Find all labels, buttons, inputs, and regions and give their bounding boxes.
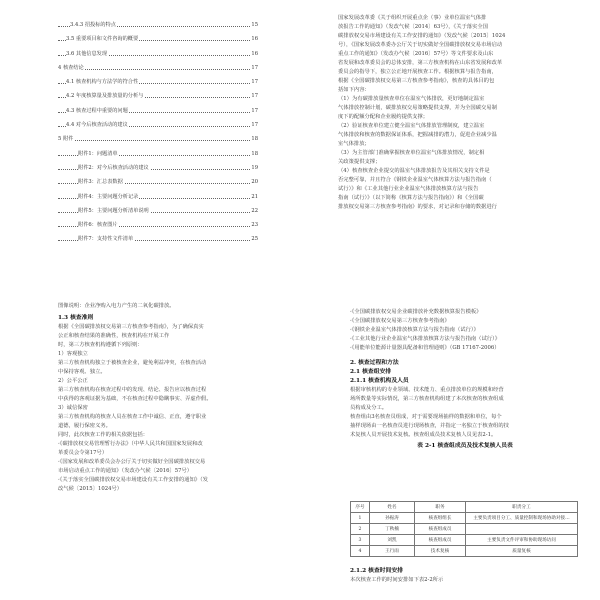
toc-entry[interactable]: [58, 104, 258, 118]
toc-entry-page: 22: [250, 204, 258, 218]
text-line: 术复核人员开展技术复核。核查组成员技术复核人员见表2-1。: [350, 432, 497, 438]
toc-entry-label: 4 核查结论: [58, 64, 84, 71]
toc-entry-page: 17: [250, 118, 258, 132]
toc-entry[interactable]: [58, 147, 258, 161]
toc-entry[interactable]: [58, 132, 258, 146]
toc-entry[interactable]: [58, 118, 258, 132]
toc-entry-label: 3.5 重要项目和文件咨询的概要: [66, 36, 139, 43]
toc-entry-page: 18: [250, 132, 258, 146]
table-cell: 核查组成员: [415, 524, 466, 535]
text-line: 道德，履行保密义务。: [58, 423, 111, 429]
table-cell: [466, 524, 578, 535]
toc-entry[interactable]: [58, 218, 258, 232]
toc-entry[interactable]: [58, 190, 258, 204]
table-cell: 王行雨: [370, 546, 415, 557]
text-line: 改气候〔2015〕1024号）: [58, 486, 123, 492]
header-name: 姓名: [370, 502, 415, 513]
table-title: 表 2-1 核查组成员及技术复核人员表: [417, 443, 513, 449]
toc-entry-page: 16: [250, 47, 258, 61]
image-caption: 图像说明：企业净购入电力产生的二氧化碳排放。: [58, 303, 175, 309]
text-line: 关政策提供支撑；: [338, 159, 381, 165]
toc-entry-label: 5 附件: [58, 136, 74, 143]
text-line: 2）公平公正: [58, 378, 88, 384]
text-line: 放报告工作的通知》（发改气候〔2014〕63号），《关于落实全国: [338, 24, 488, 30]
toc-entry-page: 21: [250, 190, 258, 204]
table-cell: 主要负责文件评审和协助现场访问: [466, 535, 578, 546]
text-line: （3）为主管部门准确掌握核查单位温室气体排放情况，制定相: [338, 150, 485, 156]
process-page: [300, 300, 600, 600]
intro-page: [300, 0, 600, 300]
section-heading-2-1-2: 2.1.2 核查时间安排: [350, 568, 403, 574]
text-line: 根据《全国碳排放权交易第三方核查参考指南》，为了确保真实: [58, 324, 204, 330]
team-table: [350, 501, 578, 557]
text-line: 气体排放和核查的数据保证体系，把握减排的潜力，促进企业减少温: [338, 132, 497, 138]
toc-entry[interactable]: [58, 32, 258, 46]
text-line: 抽样现场由一名核查员进行现场核查，并指定一名独立于核查组的技: [350, 423, 509, 429]
table-cell: 核查组组长: [415, 513, 466, 524]
reference-item: ·《全国碳排放权交易第三方核查参考指南》: [350, 318, 450, 324]
text-line: 核查组由3名核查员组成，对于需要现场抽样的数据和单位，每个: [350, 414, 502, 420]
text-line: 场所数量等实际情况，第三方核查机构组建了本次核查的核查组成: [350, 396, 504, 402]
text-line: 省发展和改革委员会的总体安排，第三方核查机构在山东省发展和改革: [338, 60, 503, 66]
section-heading-2: 2. 核查过程和方法: [350, 360, 399, 366]
section-heading-2-1-1: 2.1.1 核查机构及人员: [350, 378, 409, 384]
toc-entry-page: 17: [250, 75, 258, 89]
section-heading-2-1: 2.1 核查组安排: [350, 369, 392, 375]
table-of-contents: [58, 18, 258, 247]
reference-item: ·《钢铁企业温室气体排放核算方法与报告指南（试行）》: [350, 327, 479, 333]
text-line: 革委员会令第17号）: [58, 450, 108, 456]
toc-entry-page: 16: [250, 32, 258, 46]
header-no: 序号: [351, 502, 370, 513]
toc-entry-label: 附件7：支持性文件清单: [78, 236, 134, 243]
text-line: ·《碳排放权交易管理暂行办法》（中华人民共和国国家发展和改: [58, 441, 203, 447]
toc-entry-page: 23: [250, 218, 258, 232]
toc-leader-dots: [58, 69, 250, 70]
reference-item: ·《全国碳排放权交易企业碳排放补充数据核算报告模板》: [350, 309, 482, 315]
toc-entry-label: 4.1 核查机构与方法学的符合性: [66, 79, 139, 86]
toc-entry-label: 附件2：对今后核查活动的建议: [78, 164, 149, 171]
toc-leader-dots: [58, 140, 250, 141]
toc-entry-page: 20: [250, 175, 258, 189]
text-line: 第三方核查机构独立于被核查企业，避免利益冲突，在核查活动: [58, 360, 207, 366]
table-row: [351, 513, 578, 524]
text-line: 根据《全国碳排放权交易第三方核查参考指南》，核查的具体目的包: [338, 78, 495, 84]
table-cell: 主要负责项目分工、质量控制和现场协助对接…: [466, 513, 578, 524]
toc-entry-page: 15: [250, 18, 258, 32]
table-cell: 3: [351, 535, 370, 546]
table-cell: 4: [351, 546, 370, 557]
text-line: 中保持客观、独立。: [58, 369, 106, 375]
table-cell: 核查组成员: [415, 535, 466, 546]
table-cell: 刘凯: [370, 535, 415, 546]
text-line: 排放权交易第三方核查参考指南》的要求，对记录和存储的数据进行: [338, 204, 497, 210]
text-line: 碳排放权交易市场建设有关工作安排的通知》（发改气候〔2015〕1024: [338, 33, 506, 39]
toc-entry[interactable]: [58, 61, 258, 75]
toc-entry-label: 附件4：主要问题分析记录: [78, 193, 139, 200]
text-line: 括如下内容：: [338, 87, 370, 93]
toc-entry[interactable]: [58, 47, 258, 61]
toc-entry-label: 4.3 核查过程中重要的问题: [66, 107, 128, 114]
text-line: 否完整可靠，并且符合《钢铁企业温室气体核算方法与报告指南（: [338, 177, 492, 183]
toc-entry-page: 18: [250, 147, 258, 161]
toc-entry[interactable]: [58, 175, 258, 189]
section-heading-1-3: 1.3 核查准则: [58, 315, 94, 321]
text-line: （4）核查核查企业提交的温室气体排放报告及其相关支持文件是: [338, 168, 490, 174]
text-line: 3）诚信保密: [58, 405, 88, 411]
toc-entry-label: 4.2 年度核算量及排放量的分析与: [66, 93, 144, 100]
text-line: 度下的配额分配和企业履约提供支撑；: [338, 114, 429, 120]
toc-entry-label: 4.4 对今后核查活动的建议: [66, 122, 128, 129]
text-line: 公正和核查结果的准确性，核查机构在开展工作: [58, 333, 170, 339]
text-line: 中获得的客观证据为基础，不在核查过程中隐瞒事实、弄虚作假。: [58, 396, 212, 402]
table-header-row: [351, 502, 578, 513]
text-line: 气体排放控制计划，碳排放权交易策略提供支撑，并为全国碳交易制: [338, 105, 497, 111]
toc-entry-page: 17: [250, 89, 258, 103]
toc-entry[interactable]: [58, 232, 258, 246]
text-line: 同时，此次核查工作的相关依据包括：: [58, 432, 149, 438]
table-cell: 孙振涛: [370, 513, 415, 524]
toc-entry[interactable]: [58, 89, 258, 103]
text-line: 室气体排放；: [338, 141, 370, 147]
reference-item: ·《用能单位能源计量器具配备和管理通则》（GB 17167-2006）: [350, 345, 500, 351]
toc-entry-page: 25: [250, 232, 258, 246]
table-row: [351, 524, 578, 535]
table-row: [351, 535, 578, 546]
text-line: 根据审核机构的专业领域、技术能力、重点排放单位的规模和经营: [350, 387, 504, 393]
text-line: 1）客观独立: [58, 351, 88, 357]
toc-entry[interactable]: [58, 204, 258, 218]
table-row: [351, 546, 578, 557]
header-duty: 职责分工: [466, 502, 578, 513]
toc-entry[interactable]: [58, 18, 258, 32]
text-line: 时，第三方核查机构遵循下列原则：: [58, 342, 143, 348]
toc-entry[interactable]: [58, 75, 258, 89]
header-role: 职务: [415, 502, 466, 513]
text-line: 国家发展改革委《关于组织开展重点企（事）业单位温室气体排: [338, 15, 487, 21]
toc-entry[interactable]: [58, 161, 258, 175]
table-cell: 质量复核: [466, 546, 578, 557]
text-line: 委员会的指导下，独立公正地开展核查工作。根据核算与报告指南，: [338, 69, 497, 75]
toc-entry-label: 附件1：问题清单: [78, 150, 118, 157]
table-cell: 丁秋楠: [370, 524, 415, 535]
text-line: ·《国家发展和改革委员会办公厅关于切实做好全国碳排放权交易: [58, 459, 206, 465]
text-line: 员构成及分工。: [350, 405, 388, 411]
text-line: 第三方核查机构在核查过程中的发现、结论、报告应以核查过程: [58, 387, 207, 393]
intro-paragraphs: [338, 14, 568, 212]
text-line: 市场启动重点工作的通知》（发改办气候〔2016〕57号）: [58, 468, 193, 474]
text-line: 重点工作的通知》（发改办气候〔2016〕57号）等文件要求及山东: [338, 51, 494, 57]
text-line: 试行）》和《工业其他行业企业温室气体排放核算方法与报告: [338, 186, 479, 192]
toc-entry-label: 附件5：主要问题分析清单说明: [78, 207, 149, 214]
toc-entry-label: 附件6：核查图片: [78, 222, 118, 229]
text-line: 第三方核查机构的核查人员在核查工作中诚信、正直，遵守职业: [58, 414, 207, 420]
team-paragraphs: [350, 386, 580, 440]
criteria-paragraphs: [58, 323, 288, 494]
criteria-page: [0, 300, 300, 600]
table-cell: 技术复核: [415, 546, 466, 557]
table-cell: 1: [351, 513, 370, 524]
text-line: （2）验证核查单位建立健全温室气体排放管理制度，建立温室: [338, 123, 485, 129]
text-line: 指南（试行）》（以下简称《核算方法与报告指南》）和《全国碳: [338, 195, 484, 201]
text-line: （1）为有碳排放量核查单位在温室气体排放，更好地制定温室: [338, 96, 485, 102]
toc-entry-label: 3.4.3 招投标的特点: [70, 22, 116, 28]
text-line: 号），《国家发展改革委办公厅关于切实做好全国碳排放权交易市场启动: [338, 42, 503, 48]
reference-bullets: [350, 308, 580, 353]
toc-entry-page: 17: [250, 61, 258, 75]
toc-entry-label: 附件3：汇总表数据: [78, 179, 123, 186]
toc-entry-label: 3.6 其他信息发现: [66, 50, 108, 57]
table-cell: 2: [351, 524, 370, 535]
reference-item: ·《工业其他行业企业温室气体排放核算方法与报告指南（试行）》: [350, 336, 500, 342]
toc-page: [0, 0, 300, 300]
schedule-intro: 本次核查工作的时间安排如下表2-2所示: [350, 577, 444, 583]
toc-entry-page: 17: [250, 104, 258, 118]
toc-entry-page: 19: [250, 161, 258, 175]
text-line: ·《关于落实全国碳排放权交易市场建设有关工作安排的通知》（发: [58, 477, 208, 483]
